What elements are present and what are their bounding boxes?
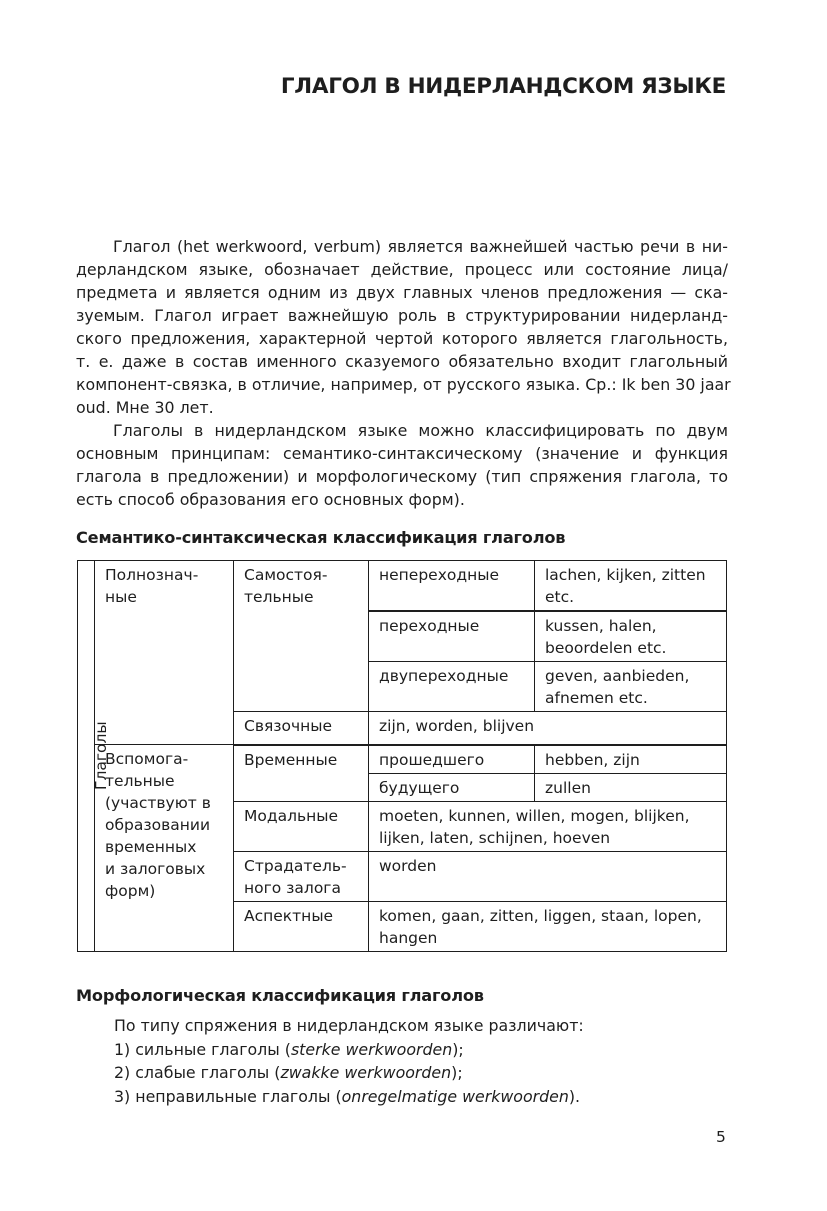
list-item-term: zwakke werkwoorden xyxy=(280,1063,452,1082)
text-line: предмета и является одним из двух главных членов предложения — ска- xyxy=(76,283,728,302)
modal-examples: moeten, kunnen, willen, mogen, blijken, lijken, laten, schijnen, hoeven xyxy=(369,801,727,851)
group-aux-label: (участвуют в xyxy=(105,794,211,812)
independent-label: тельные xyxy=(244,588,314,606)
ditransitive-examples: geven, aanbieden, afnemen etc. xyxy=(535,662,727,712)
aspect-cell: Аспектные xyxy=(234,901,369,951)
list-item-prefix: 2) слабые глаголы ( xyxy=(114,1063,281,1082)
section-heading-morphological: Морфологическая классификация глаголов xyxy=(76,986,484,1005)
temporal-cell: Временные xyxy=(234,745,369,802)
root-label: Глаголы xyxy=(92,720,110,790)
text-line: основным принципам: семантико-синтаксическому (значение и функция xyxy=(76,444,728,463)
list-item-term: sterke werkwoorden xyxy=(290,1039,453,1059)
intro-paragraph xyxy=(76,235,731,511)
modal-cell: Модальные xyxy=(234,801,369,851)
future-examples: zullen xyxy=(535,773,727,801)
group-aux-label: и залоговых xyxy=(105,860,206,878)
text-line: oud. Мне 30 лет. xyxy=(76,398,214,417)
text-line: Глагол (het werkwoord, verbum) является важнейшей частью речи в ни- xyxy=(113,237,728,256)
page-number: 5 xyxy=(716,1128,726,1146)
passive-cell xyxy=(234,851,369,901)
group-full-cell xyxy=(95,561,234,745)
root-cell xyxy=(78,561,110,952)
list-item-prefix: 3) неправильные глаголы ( xyxy=(114,1086,342,1106)
list-item-suffix: ); xyxy=(452,1039,464,1059)
intransitive-cell: непереходные xyxy=(369,561,535,612)
copula-examples: zijn, worden, blijven xyxy=(369,712,727,745)
text-line: дерландском языке, обозначает действие, процесс или состояние лица/ xyxy=(76,260,728,279)
group-full-label: Полнознач- xyxy=(105,566,199,584)
independent-label: Самостоя- xyxy=(244,566,328,584)
text-line: т. е. даже в состав именного сказуемого обязательно входит глагольный xyxy=(76,352,728,371)
group-aux-label: образовании xyxy=(105,816,211,834)
transitive-cell: переходные xyxy=(369,611,535,662)
group-aux-label: тельные xyxy=(105,772,175,790)
conjugation-list xyxy=(114,1014,584,1108)
passive-examples: worden xyxy=(369,851,727,901)
list-item-suffix: ); xyxy=(451,1063,463,1082)
independent-cell xyxy=(234,561,369,712)
list-item xyxy=(114,1038,584,1062)
aspect-examples: komen, gaan, zitten, liggen, staan, lopen, hangen xyxy=(369,901,727,951)
text-line: компонент-связка, в отличие, например, от русского языка. Ср.: Ik ben 30 jaar xyxy=(76,375,731,394)
transitive-examples: kussen, halen, beoordelen etc. xyxy=(535,611,727,662)
list-intro: По типу спряжения в нидерландском языке различают: xyxy=(114,1016,584,1035)
list-item xyxy=(114,1061,584,1085)
text-line: глагола в предложении) и морфологическому (тип спряжения глагола, то xyxy=(76,467,728,486)
list-item-suffix: ). xyxy=(568,1086,581,1106)
ditransitive-cell: двупереходные xyxy=(369,662,535,712)
group-aux-cell xyxy=(95,745,234,952)
section-heading-semantic: Семантико-синтаксическая классификация глаголов xyxy=(76,528,566,547)
passive-label: ного залога xyxy=(244,878,341,897)
list-item xyxy=(114,1085,584,1109)
text-line: Глаголы в нидерландском языке можно классифицировать по двум xyxy=(113,421,728,440)
copula-cell: Связочные xyxy=(234,712,369,745)
page-title: ГЛАГОЛ В НИДЕРЛАНДСКОМ ЯЗЫКЕ xyxy=(280,74,726,99)
classification-table xyxy=(77,560,727,952)
text-line: есть способ образования его основных форм). xyxy=(76,490,465,509)
group-aux-label: Вспомога- xyxy=(105,750,189,768)
text-line: зуемым. Глагол играет важнейшую роль в структурировании нидерланд- xyxy=(76,306,728,325)
group-aux-label: временных xyxy=(105,838,197,856)
list-item-term: onregelmatige werkwoorden xyxy=(341,1086,569,1106)
future-cell: будущего xyxy=(369,773,535,801)
text-line: ского предложения, характерной чертой которого является глагольность, xyxy=(76,329,728,348)
passive-label: Страдатель- xyxy=(244,856,347,875)
past-cell: прошедшего xyxy=(369,745,535,774)
past-examples: hebben, zijn xyxy=(535,745,727,774)
group-full-label: ные xyxy=(105,588,137,606)
list-item-prefix: 1) сильные глаголы ( xyxy=(114,1039,291,1059)
group-aux-label: форм) xyxy=(105,882,156,900)
intransitive-examples: lachen, kijken, zitten etc. xyxy=(535,561,727,612)
